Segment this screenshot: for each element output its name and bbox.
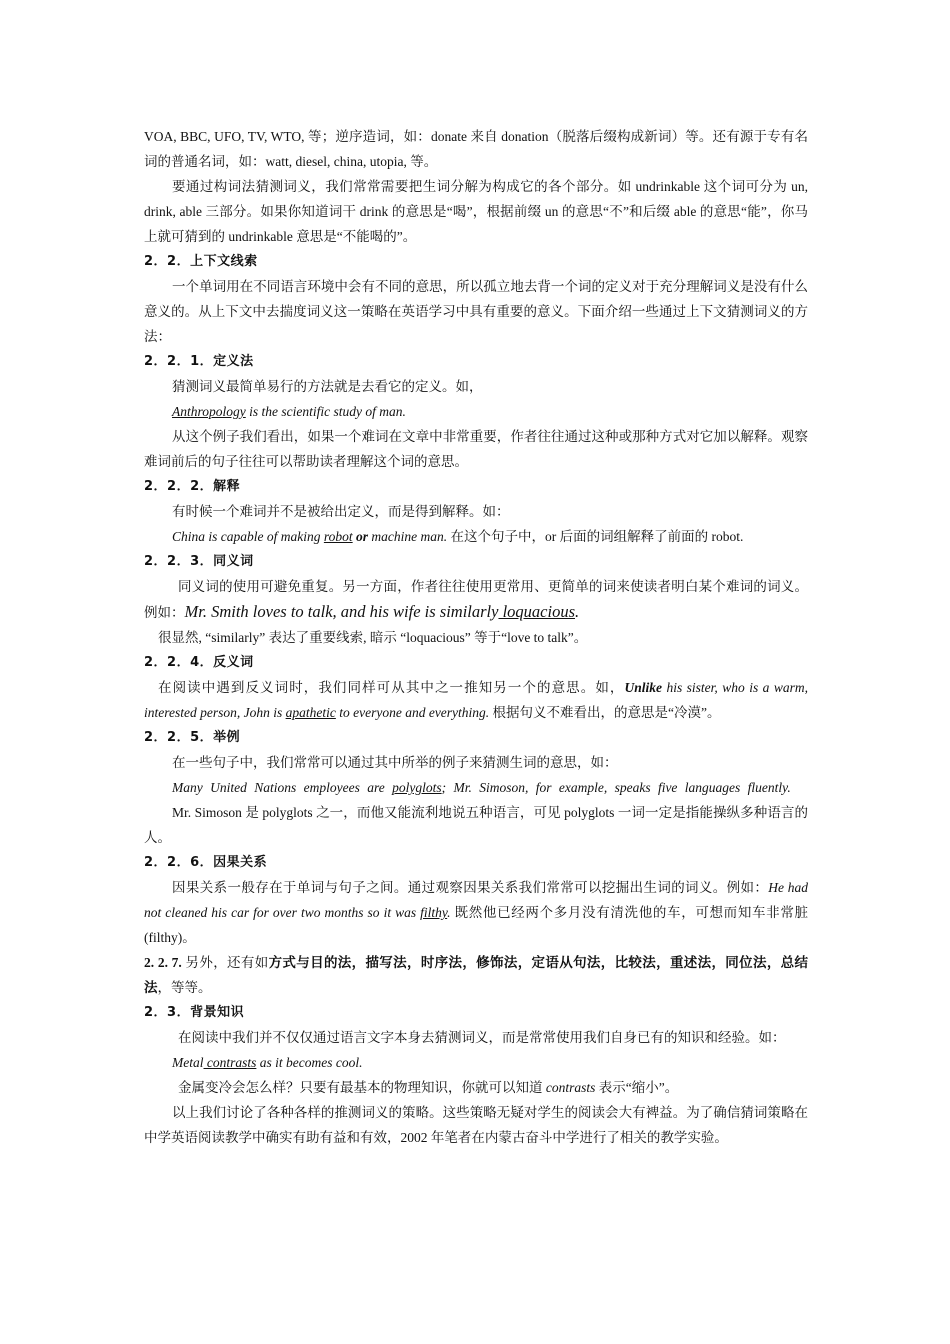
target-word: apathetic bbox=[285, 705, 336, 720]
paragraph: 猜测词义最简单易行的方法就是去看它的定义。如， bbox=[172, 379, 483, 394]
target-word: loquacious bbox=[498, 602, 575, 621]
paragraph: 一个单词用在不同语言环境中会有不同的意思，所以孤立地去背一个词的定义对于充分理解词义是没有什么意义的。从上下文中去揣度词义这一策略在英语学习中具有重要的意义。下面介绍一些通过上下文猜测词义的方法： bbox=[144, 279, 808, 344]
paragraph: 在阅读中遇到反义词时，我们同样可从其中之一推知另一个的意思。如，Unlike his sister, who is a warm, interested person, John is apathetic to everyone and everything. 根据句义不难看出，的意思是“冷漠”。 bbox=[144, 680, 809, 720]
section-heading: 2．2．1．定义法 bbox=[144, 354, 254, 369]
section-heading: 2．2．4．反义词 bbox=[144, 655, 254, 670]
paragraph: 2. 2. 7. 另外，还有如方式与目的法，描写法，时序法，修饰法，定语从句法，比较法，重述法，同位法，总结法，等等。 bbox=[144, 955, 809, 995]
example-sentence: He had not cleaned his car for over two months so it was filthy. bbox=[144, 880, 808, 920]
paragraph: 有时候一个难词并不是被给出定义，而是得到解释。如： bbox=[172, 504, 510, 519]
section-heading: 2．2．3．同义词 bbox=[144, 554, 254, 569]
paragraph: Mr. Simoson 是 polyglots 之一，而他又能流利地说五种语言，可见 polyglots 一词一定是指能操纵多种语言的人。 bbox=[144, 805, 808, 845]
paragraph: VOA, BBC, UFO, TV, WTO, 等；逆序造词，如：donate 来自 donation（脱落后缀构成新词）等。还有源于专有名词的普通名词，如：watt, diesel, china, utopia, 等。 bbox=[144, 129, 808, 169]
paragraph: 要通过构词法猜测词义，我们常常需要把生词分解为构成它的各个部分。如 undrinkable 这个词可分为 un, drink, able 三部分。如果你知道词干 drink 的意思是“喝”，根据前缀 un 的意思“不”和后缀 able 的意思“能”，你马上就可猜到的 undrinkable 意思是“不能喝的”。 bbox=[144, 179, 808, 244]
paragraph: 同义词的使用可避免重复。另一方面，作者往往使用更常用、更简单的词来使读者明白某个难词的词义。例如：Mr. Smith loves to talk, and his wife is similarly loquacious. bbox=[144, 579, 808, 621]
target-word: polyglots bbox=[392, 780, 442, 795]
paragraph: 在一些句子中，我们常常可以通过其中所举的例子来猜测生词的意思，如： bbox=[172, 755, 618, 770]
target-word: filthy bbox=[420, 905, 448, 920]
paragraph: 以上我们讨论了各种各样的推测词义的策略。这些策略无疑对学生的阅读会大有裨益。为了确信猜词策略在中学英语阅读教学中确实有助有益和有效，2002 年笔者在内蒙古奋斗中学进行了相关的教学实验。 bbox=[144, 1105, 808, 1145]
section-heading: 2．2．上下文线索 bbox=[144, 254, 258, 269]
example-sentence: Mr. Smith loves to talk, and his wife is similarly loquacious. bbox=[184, 602, 580, 621]
target-word: Anthropology bbox=[172, 404, 246, 419]
section-heading: 2．2．2．解释 bbox=[144, 479, 241, 494]
target-word: robot bbox=[323, 529, 353, 544]
paragraph: 在阅读中我们并不仅仅通过语言文字本身去猜测词义，而是常常使用我们自身已有的知识和经验。如： bbox=[178, 1030, 786, 1045]
section-heading: 2．2．5．举例 bbox=[144, 730, 241, 745]
example-sentence: China is capable of making robot or machine man. 在这个句子中，or 后面的词组解释了前面的 robot. bbox=[172, 529, 744, 544]
target-word: contrasts bbox=[203, 1055, 257, 1070]
example-sentence: Unlike his sister, who is a warm, interested person, John is apathetic to everyone and everything. bbox=[144, 680, 809, 720]
section-heading: 2．2．6．因果关系 bbox=[144, 855, 268, 870]
paragraph: 因果关系一般存在于单词与句子之间。通过观察因果关系我们常常可以挖掘出生词的词义。例如：He had not cleaned his car for over two months so it was filthy. 既然他已经两个多月没有清洗他的车，可想而知车非常脏(filthy)。 bbox=[144, 880, 809, 945]
document-page bbox=[144, 124, 808, 1150]
paragraph: 很显然, “similarly” 表达了重要线索, 暗示 “loquacious” 等于“love to talk”。 bbox=[158, 630, 588, 645]
paragraph: 从这个例子我们看出，如果一个难词在文章中非常重要，作者往往通过这种或那种方式对它加以解释。观察难词前后的句子往往可以帮助读者理解这个词的意思。 bbox=[144, 429, 808, 469]
example-sentence: Many United Nations employees are polyglots; Mr. Simoson, for example, speaks five languages fluently. bbox=[172, 780, 791, 795]
example-sentence: Metal contrasts as it becomes cool. bbox=[172, 1055, 363, 1070]
paragraph: 金属变冷会怎么样？只要有最基本的物理知识，你就可以知道 contrasts 表示“缩小”。 bbox=[178, 1080, 679, 1095]
example-sentence: Anthropology is the scientific study of man. bbox=[172, 404, 406, 419]
section-heading: 2．3．背景知识 bbox=[144, 1005, 245, 1020]
